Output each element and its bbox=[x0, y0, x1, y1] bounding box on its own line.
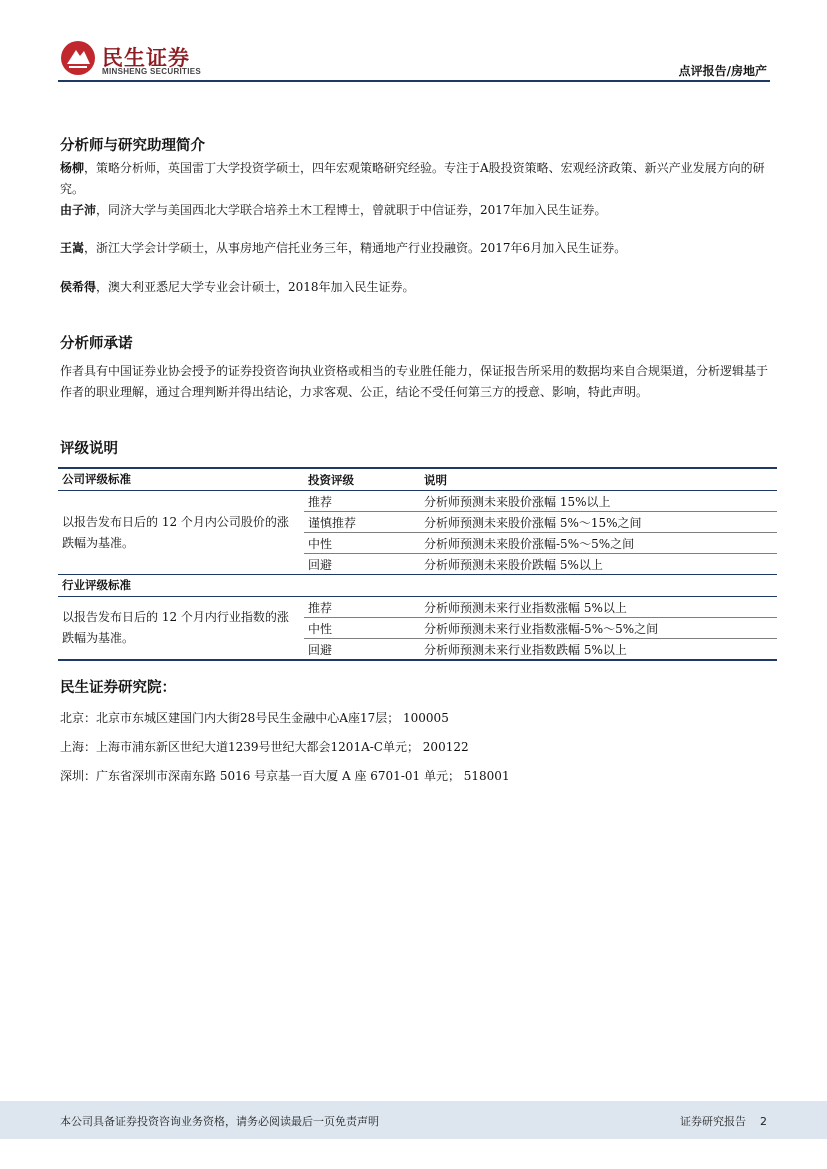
rating-desc: 分析师预测未来行业指数涨幅-5%～5%之间 bbox=[420, 618, 777, 639]
logo-mark-icon bbox=[60, 40, 96, 76]
report-category: 点评报告/房地产 bbox=[678, 64, 767, 78]
address-beijing: 北京：北京市东城区建国门内大街28号民生金融中心A座17层； 100005 bbox=[60, 711, 449, 725]
page-number: 2 bbox=[760, 1115, 767, 1128]
header-divider bbox=[58, 80, 770, 82]
footer-report-type: 证券研究报告 bbox=[680, 1115, 746, 1128]
industry-header-row bbox=[58, 575, 777, 597]
table-header-row bbox=[58, 468, 777, 491]
industry-basis: 以报告发布日后的 12 个月内行业指数的涨跌幅为基准。 bbox=[58, 597, 304, 661]
address-shenzhen: 深圳：广东省深圳市深南东路 5016 号京基一百大厦 A 座 6701-01 单元； 518001 bbox=[60, 769, 510, 783]
analyst-bio bbox=[60, 200, 772, 221]
analyst-desc: ，澳大利亚悉尼大学专业会计硕士，2018年加入民生证券。 bbox=[96, 280, 415, 294]
rating-label: 推荐 bbox=[304, 491, 420, 512]
company-basis: 以报告发布日后的 12 个月内公司股价的涨跌幅为基准。 bbox=[62, 514, 289, 550]
rating-section-title: 评级说明 bbox=[60, 441, 118, 457]
institute-title: 民生证券研究院： bbox=[60, 680, 176, 696]
header-industry-standard: 行业评级标准 bbox=[58, 575, 304, 597]
rating-label: 推荐 bbox=[304, 597, 420, 618]
logo-text-en: MINSHENG SECURITIES bbox=[102, 67, 202, 76]
analyst-bio bbox=[60, 238, 772, 259]
header-description: 说明 bbox=[420, 468, 777, 491]
header-rating: 投资评级 bbox=[304, 468, 420, 491]
analyst-name: 由子沛 bbox=[60, 203, 97, 217]
table-row bbox=[58, 597, 777, 618]
analyst-desc: ，浙江大学会计学硕士，从事房地产信托业务三年，精通地产行业投融资。2017年6月加入民生证券。 bbox=[84, 241, 627, 255]
rating-table bbox=[58, 467, 777, 661]
company-logo bbox=[60, 40, 220, 82]
rating-label: 谨慎推荐 bbox=[304, 512, 420, 533]
commitment-section-title: 分析师承诺 bbox=[60, 336, 133, 352]
analyst-name: 王嵩 bbox=[60, 241, 85, 255]
analysts-section-title: 分析师与研究助理简介 bbox=[60, 138, 205, 154]
analyst-desc: ，策略分析师，英国雷丁大学投资学硕士，四年宏观策略研究经验。专注于A股投资策略、宏观经济政策、新兴产业发展方向的研究。 bbox=[60, 161, 765, 196]
analyst-bio bbox=[60, 277, 772, 298]
rating-desc: 分析师预测未来股价跌幅 5%以上 bbox=[424, 557, 603, 572]
rating-label: 中性 bbox=[304, 618, 420, 639]
analyst-name: 杨柳 bbox=[60, 161, 85, 175]
rating-desc: 分析师预测未来股价涨幅 5%～15%之间 bbox=[420, 512, 777, 533]
rating-desc: 分析师预测未来行业指数涨幅 5%以上 bbox=[420, 597, 777, 618]
logo-text-cn: 民生证券 bbox=[102, 46, 190, 70]
rating-label: 回避 bbox=[308, 557, 333, 572]
analyst-name: 侯希得 bbox=[60, 280, 97, 294]
footer-right bbox=[680, 1113, 767, 1129]
commitment-text: 作者具有中国证券业协会授予的证券投资咨询执业资格或相当的专业胜任能力，保证报告所采用的数据均来自合规渠道，分析逻辑基于作者的职业理解，通过合理判断并得出结论，力求客观、公正，结论不受任何第三方的授意、影响，特此声明。 bbox=[60, 364, 769, 399]
rating-desc: 分析师预测未来行业指数跌幅 5%以上 bbox=[420, 639, 777, 661]
analyst-bio bbox=[60, 158, 772, 200]
rating-label: 中性 bbox=[304, 533, 420, 554]
address-shanghai: 上海：上海市浦东新区世纪大道1239号世纪大都会1201A-C单元； 200122 bbox=[60, 740, 469, 754]
rating-desc: 分析师预测未来股价涨幅-5%～5%之间 bbox=[420, 533, 777, 554]
rating-desc: 分析师预测未来股价涨幅 15%以上 bbox=[420, 491, 777, 512]
analyst-desc: ，同济大学与美国西北大学联合培养土木工程博士，曾就职于中信证券，2017年加入民生证券。 bbox=[96, 203, 607, 217]
header-company-standard: 公司评级标准 bbox=[58, 468, 304, 491]
rating-label: 回避 bbox=[304, 639, 420, 661]
table-row bbox=[58, 491, 777, 512]
footer-disclaimer: 本公司具备证券投资咨询业务资格，请务必阅读最后一页免责声明 bbox=[60, 1115, 379, 1128]
